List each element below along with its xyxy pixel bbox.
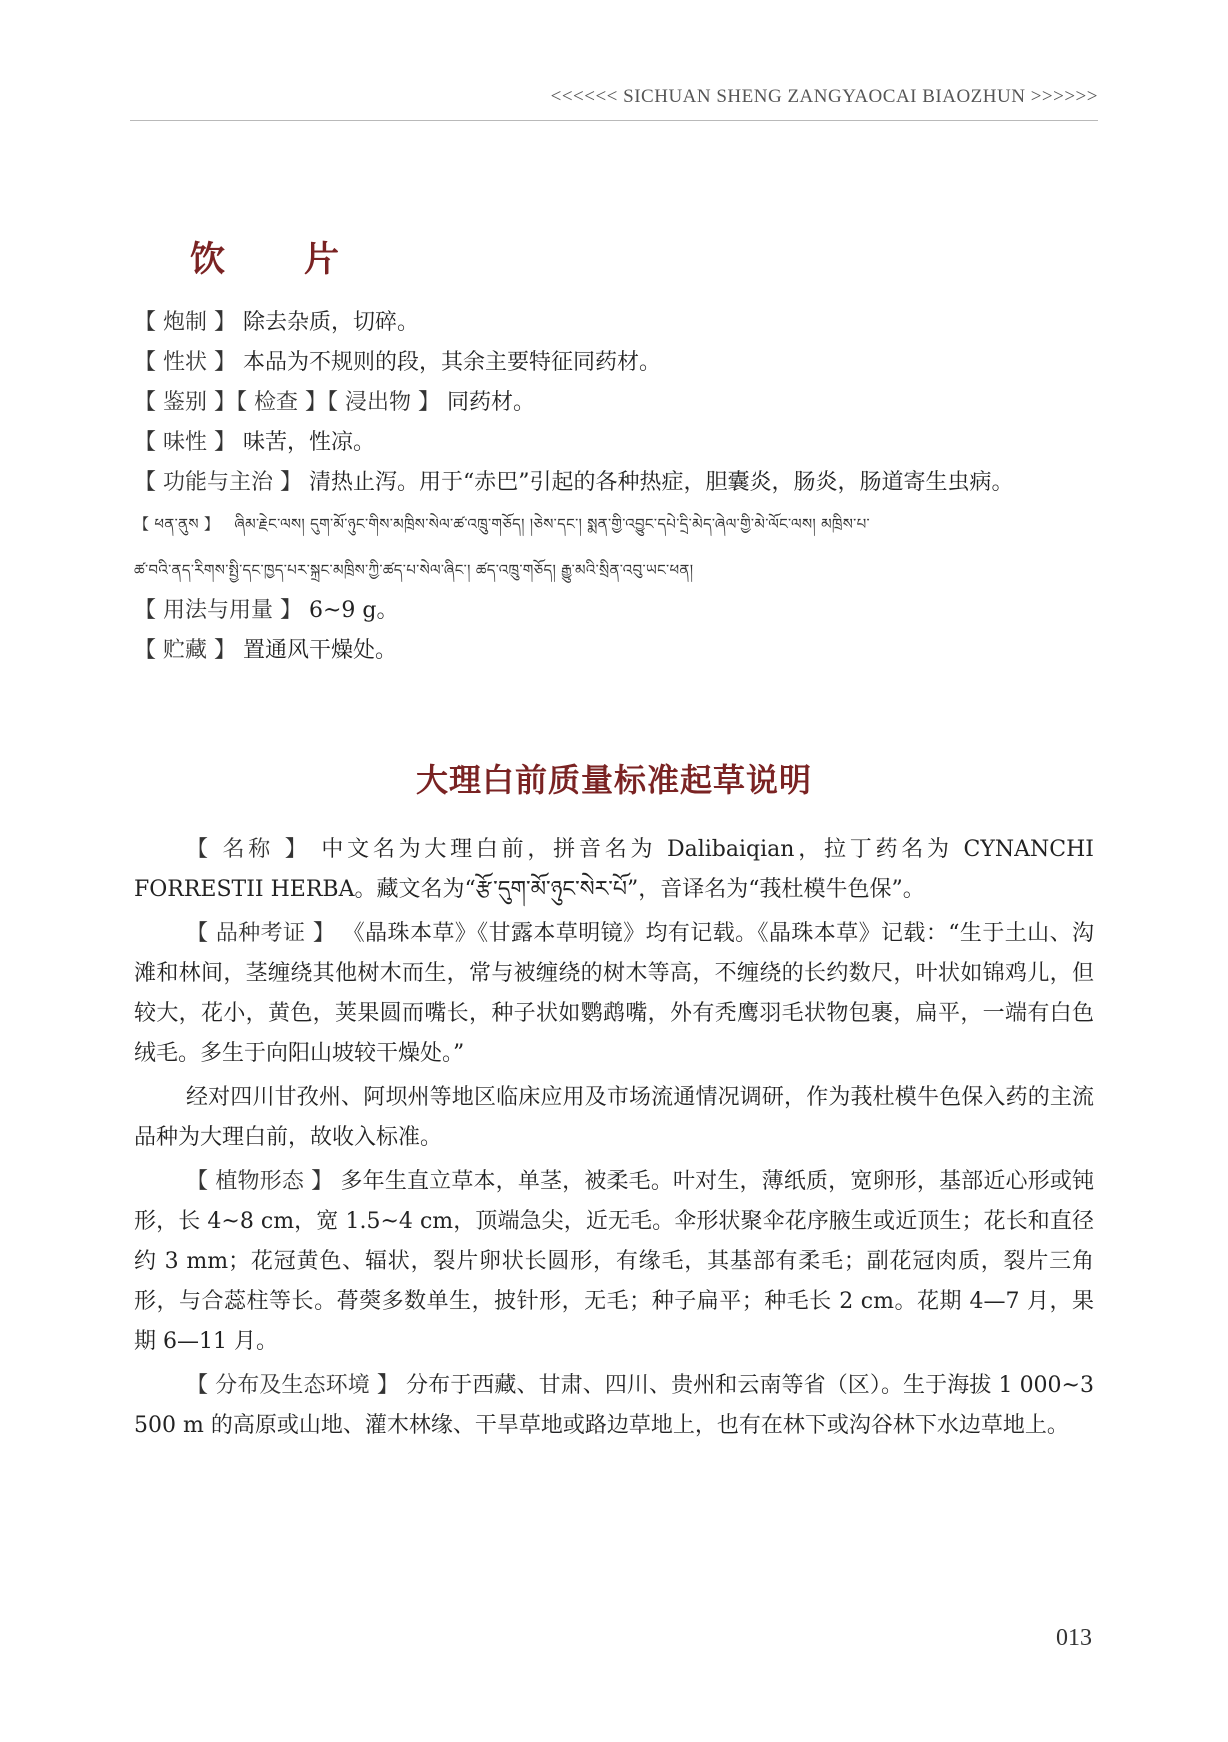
item-identification [134, 385, 1094, 421]
item-label: 【 功能与主治 】 [134, 470, 302, 495]
item-functions [134, 465, 1094, 501]
item-label: 【 味性 】 [134, 430, 236, 455]
item-text: 清热止泻。用于“赤巴”引起的各种热症，胆囊炎，肠炎，肠道寄生虫病。 [309, 470, 1014, 495]
section-heading-drafting-notes: 大理白前质量标准起草说明 [415, 761, 812, 799]
item-label: 【 性状 】 [134, 350, 236, 375]
section-heading-decoction-pieces: 饮 片 [190, 239, 362, 280]
item-label: 【 鉴别 】【 检查 】【 浸出物 】 [134, 390, 440, 415]
tibetan-text: ཚ་བའི་ནད་རིགས་སྤྱི་དང་ཁྱད་པར་སྐྲང་མཁྲིས་ཀྱི་ཚད་པ་སེལ་ཞིང་། ཚད་འཁྲུ་གཅོད། རྒྱུ་མའི་སྲིན་འབུ་ཡང་ཕན། [134, 561, 694, 579]
tibetan-line-2 [134, 547, 1094, 593]
paragraph-label: 【 名称 】 [186, 837, 311, 862]
item-label: 【 用法与用量 】 [134, 598, 302, 623]
item-processing [134, 305, 1094, 341]
decoction-pieces-body [134, 305, 1094, 673]
item-taste-property [134, 425, 1094, 461]
paragraph-label: 【 分布及生态环境 】 [186, 1373, 399, 1398]
paragraph-name [134, 830, 1094, 910]
item-text: 味苦，性凉。 [243, 430, 376, 455]
running-header: <<<<<< SICHUAN SHENG ZANGYAOCAI BIAOZHUN >>>>>> [550, 86, 1098, 107]
item-text: 本品为不规则的段，其余主要特征同药材。 [243, 350, 662, 375]
paragraph-morphology [134, 1162, 1094, 1362]
item-text: 置通风干燥处。 [243, 638, 398, 663]
item-text: 同药材。 [446, 390, 535, 415]
paragraph-distribution [134, 1366, 1094, 1446]
paragraph-label: 【 植物形态 】 [186, 1169, 334, 1194]
tibetan-line-1 [134, 501, 1094, 547]
item-text: 6~9 g。 [309, 598, 399, 623]
paragraph-text: 《晶珠本草》《甘露本草明镜》均有记载。《晶珠本草》记载：“生于土山、沟滩和林间，茎缠绕其他树木而生，常与被缠绕的树木等高，不缠绕的长约数尺，叶状如锦鸡儿，但较大，花小，黄色，荚果圆而嘴长，种子状如鹦鹉嘴，外有秃鹰羽毛状物包裹，扁平，一端有白色绒毛。多生于向阳山坡较干燥处。” [134, 921, 1094, 1066]
drafting-notes-body [134, 830, 1094, 1450]
tibetan-text: ཞིམ་རྗེང་ལས། དུག་མོ་ཉུང་གིས་མཁྲིས་སེལ་ཚ་འཁྲུ་གཅོད། །ཅེས་དང་། སྨན་གྱི་འབྱུང་དཔེ་དྲི་མེད་ཞེལ་གྱི་མེ་ལོང་ལས། མཁྲིས་པ་ [234, 515, 870, 533]
paragraph-text: 中文名为大理白前，拼音名为 Dalibaiqian，拉丁药名为 CYNANCHI FORRESTII HERBA。藏文名为“རྩོ་དུག་མོ་ཉུང་སེར་པོ”，音译名为“莪杜模牛色保”。 [134, 837, 1094, 902]
page-number: 013 [1056, 1625, 1092, 1651]
item-dosage [134, 593, 1094, 629]
tibetan-label: 【 ཕན་ནུས 】 [134, 515, 220, 533]
paragraph-text: 分布于西藏、甘肃、四川、贵州和云南等省（区）。生于海拔 1 000~3 500 m 的高原或山地、灌木林缘、干旱草地或路边草地上，也有在林下或沟谷林下水边草地上。 [134, 1373, 1094, 1438]
paragraph-survey [134, 1078, 1094, 1158]
item-description [134, 345, 1094, 381]
item-storage [134, 633, 1094, 669]
item-text: 除去杂质，切碎。 [243, 310, 420, 335]
paragraph-text: 经对四川甘孜州、阿坝州等地区临床应用及市场流通情况调研，作为莪杜模牛色保入药的主流品种为大理白前，故收入标准。 [134, 1085, 1094, 1150]
paragraph-text: 多年生直立草本，单茎，被柔毛。叶对生，薄纸质，宽卵形，基部近心形或钝形，长 4~8 cm，宽 1.5~4 cm，顶端急尖，近无毛。伞形状聚伞花序腋生或近顶生；花长和直径约 3 mm；花冠黄色、辐状，裂片卵状长圆形，有缘毛，其基部有柔毛；副花冠肉质，裂片三角形，与合蕊柱等长。蓇葖多数单生，披针形，无毛；种子扁平；种毛长 2 cm。花期 4—7 月，果期 6—11 月。 [134, 1169, 1094, 1354]
paragraph-textual-research [134, 914, 1094, 1074]
header-rule [130, 120, 1098, 121]
tibetan-functions [134, 501, 1094, 593]
paragraph-label: 【 品种考证 】 [186, 921, 336, 946]
item-label: 【 贮藏 】 [134, 638, 236, 663]
item-label: 【 炮制 】 [134, 310, 236, 335]
